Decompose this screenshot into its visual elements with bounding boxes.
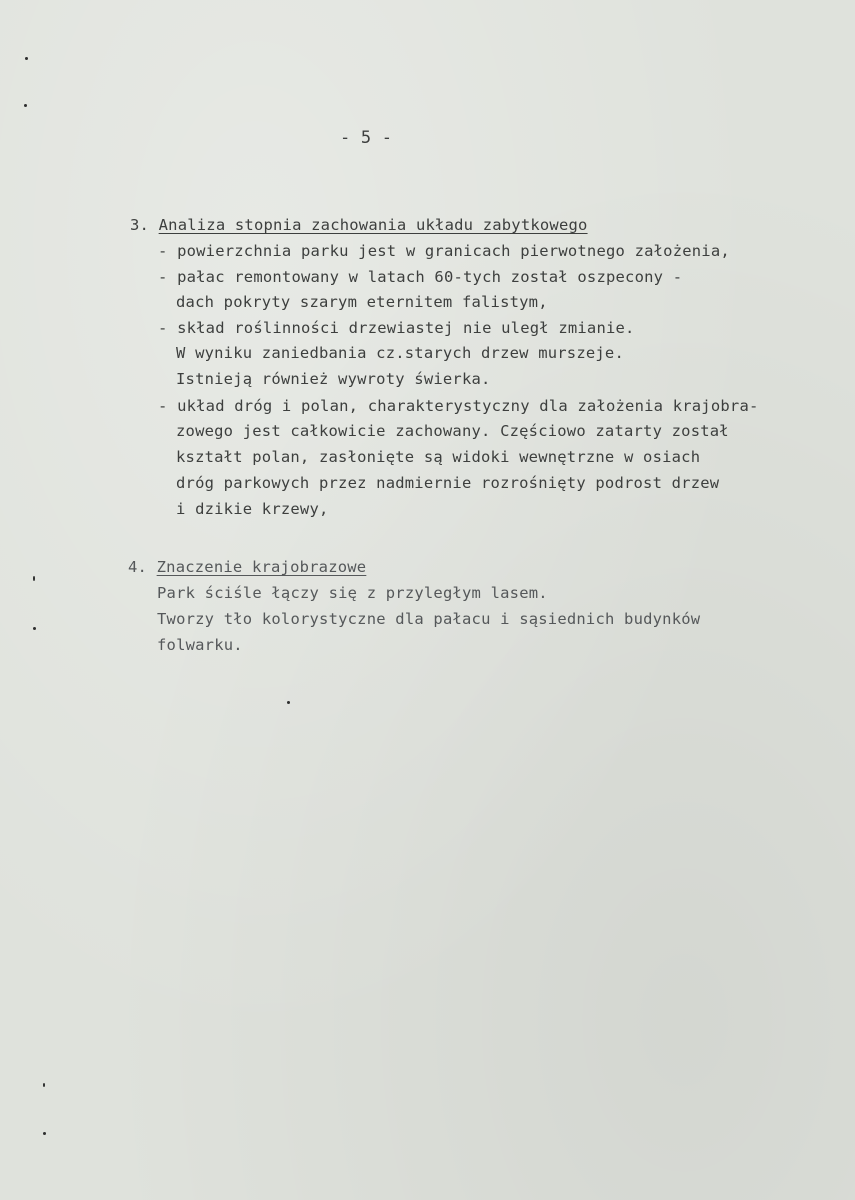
section-4-line: Tworzy tło kolorystyczne dla pałacu i sąsiednich budynków xyxy=(157,610,701,628)
section-3-line: W wyniku zaniedbania cz.starych drzew murszeje. xyxy=(176,344,624,362)
section-3-line: kształt polan, zasłonięte są widoki wewnętrzne w osiach xyxy=(176,448,701,466)
scan-speck xyxy=(24,104,27,107)
section-3-heading xyxy=(130,216,588,234)
section-3-line: - skład roślinności drzewiastej nie uległ zmianie. xyxy=(158,319,635,337)
section-4-line: folwarku. xyxy=(157,636,243,654)
section-3-line: zowego jest całkowicie zachowany. Częściowo zatarty został xyxy=(176,422,729,440)
section-4-line: Park ściśle łączy się z przyległym lasem. xyxy=(157,584,548,602)
section-4-title: Znaczenie krajobrazowe xyxy=(156,558,367,576)
section-3-number: 3. xyxy=(130,216,150,234)
scan-speck xyxy=(33,627,36,630)
scan-speck xyxy=(43,1083,45,1087)
section-4-heading xyxy=(128,558,366,576)
scan-speck xyxy=(287,701,290,704)
section-3-line: - pałac remontowany w latach 60-tych został oszpecony - xyxy=(158,268,683,286)
section-3-line: dach pokryty szarym eternitem falistym, xyxy=(176,293,548,311)
page-number: - 5 - xyxy=(340,128,393,148)
scan-speck xyxy=(33,576,35,581)
section-3-line: i dzikie krzewy, xyxy=(176,500,329,518)
scan-speck xyxy=(25,57,28,60)
section-3-line: dróg parkowych przez nadmiernie rozrośnięty podrost drzew xyxy=(176,474,720,492)
section-3-line: - układ dróg i polan, charakterystyczny dla założenia krajobra- xyxy=(158,397,759,415)
section-3-line: - powierzchnia parku jest w granicach pierwotnego założenia, xyxy=(158,242,730,260)
scan-speck xyxy=(43,1132,46,1135)
section-3-line: Istnieją również wywroty świerka. xyxy=(176,370,491,388)
section-4-number: 4. xyxy=(128,558,148,576)
section-3-title: Analiza stopnia zachowania układu zabytkowego xyxy=(158,216,588,234)
